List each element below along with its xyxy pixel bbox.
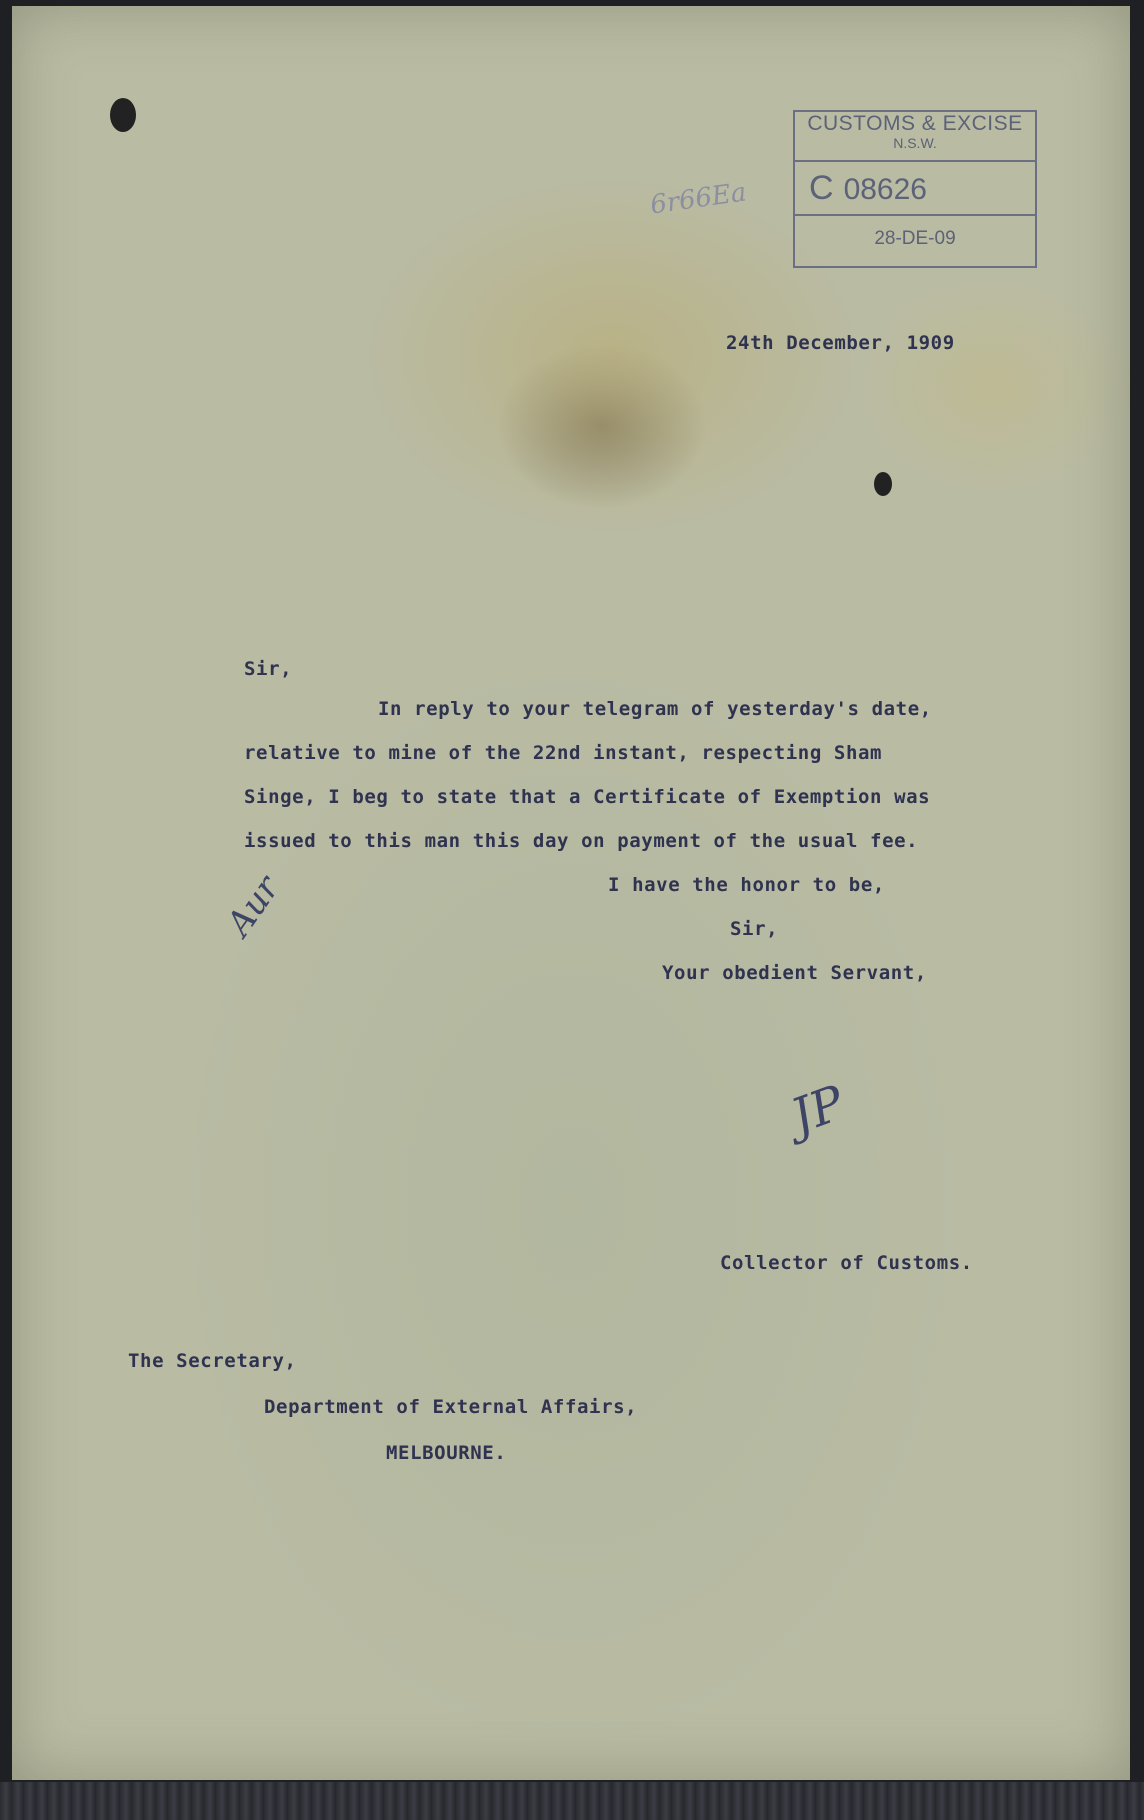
margin-initials: Aur xyxy=(218,868,288,944)
scan-edge xyxy=(0,1782,1144,1820)
stamp-subtitle: N.S.W. xyxy=(893,135,937,151)
body-line: In reply to your telegram of yesterday's date, xyxy=(378,698,932,720)
stamp-letter: C xyxy=(809,169,834,207)
letter-page xyxy=(12,6,1130,1780)
address-line: MELBOURNE. xyxy=(386,1442,507,1464)
closing-line: Your obedient Servant, xyxy=(662,962,927,984)
salutation: Sir, xyxy=(244,658,293,680)
address-line: Department of External Affairs, xyxy=(264,1396,638,1418)
stamp-title: CUSTOMS & EXCISE xyxy=(807,112,1023,135)
signature: JP xyxy=(783,1074,852,1146)
body-line: Singe, I beg to state that a Certificate of Exemption was xyxy=(244,786,931,808)
ink-blot xyxy=(874,472,892,496)
closing-line: Sir, xyxy=(730,918,779,940)
stamp-date: 28-DE-09 xyxy=(874,228,956,249)
closing-line: I have the honor to be, xyxy=(608,874,885,896)
signatory-title: Collector of Customs. xyxy=(720,1252,973,1274)
customs-stamp xyxy=(793,110,1037,268)
body-line: issued to this man this day on payment of the usual fee. xyxy=(244,830,919,852)
address-line: The Secretary, xyxy=(128,1350,297,1372)
ink-blot xyxy=(110,98,136,132)
body-line: relative to mine of the 22nd instant, respecting Sham xyxy=(244,742,883,764)
letter-date: 24th December, 1909 xyxy=(726,332,955,354)
pencil-note: 6r66Ea xyxy=(648,177,749,221)
stamp-number: 08626 xyxy=(843,173,927,206)
